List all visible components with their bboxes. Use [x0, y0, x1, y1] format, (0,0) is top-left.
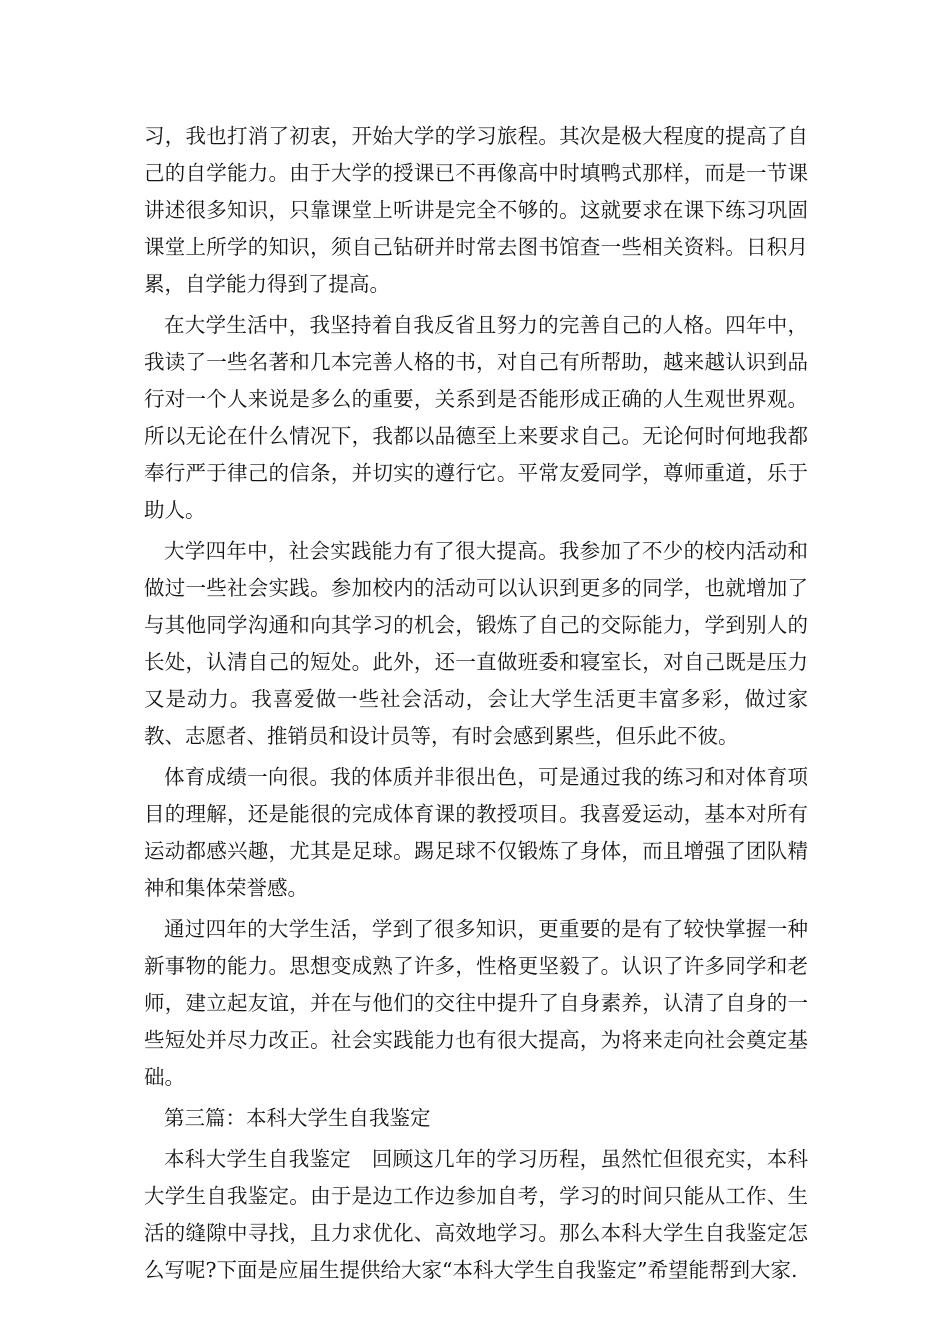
paragraph-personality: 在大学生活中，我坚持着自我反省且努力的完善自己的人格。四年中，我读了一些名著和几本完善人格的书，对自己有所帮助，越来越认识到品行对一个人来说是多么的重要，关系到是否能形成正确的人生观世界观。所以无论在什么情况下，我都以品德至上来要求自己。无论何时何地我都奉行严于律己的信条，并切实的遵行它。平常友爱同学，尊师重道，乐于助人。 [144, 313, 808, 522]
paragraph-social-practice: 大学四年中，社会实践能力有了很大提高。我参加了不少的校内活动和做过一些社会实践。参加校内的活动可以认识到更多的同学，也就增加了与其他同学沟通和向其学习的机会，锻炼了自己的交际能力，学到别人的长处，认清自己的短处。此外，还一直做班委和寝室长，对自己既是压力又是动力。我喜爱做一些社会活动，会让大学生活更丰富多彩，做过家教、志愿者、推销员和设计员等，有时会感到累些，但乐此不彼。 [144, 539, 808, 748]
document-body [144, 118, 808, 1293]
section-heading: 第三篇：本科大学生自我鉴定 [164, 1106, 431, 1130]
paragraph-summary: 通过四年的大学生活，学到了很多知识，更重要的是有了较快掌握一种新事物的能力。思想变成熟了许多，性格更坚毅了。认识了许多同学和老师，建立起友谊，并在与他们的交往中提升了自身素养，认清了自身的一些短处并尽力改正。社会实践能力也有很大提高，为将来走向社会奠定基础。 [144, 917, 808, 1089]
paragraph-continuation: 习，我也打消了初衷，开始大学的学习旅程。其次是极大程度的提高了自己的自学能力。由于大学的授课已不再像高中时填鸭式那样，而是一节课讲述很多知识，只靠课堂上听讲是完全不够的。这就要求在课下练习巩固课堂上所学的知识，须自己钻研并时常去图书馆查一些相关资料。日积月累，自学能力得到了提高。 [144, 124, 808, 296]
paragraph-section-intro: 本科大学生自我鉴定 回顾这几年的学习历程，虽然忙但很充实，本科大学生自我鉴定。由于是边工作边参加自考，学习的时间只能从工作、生活的缝隙中寻找，且力求优化、高效地学习。那么本科大学生自我鉴定怎么写呢?下面是应届生提供给大家“本科大学生自我鉴定”希望能帮到大家. [144, 1147, 808, 1282]
paragraph-sports: 体育成绩一向很。我的体质并非很出色，可是通过我的练习和对体育项目的理解，还是能很的完成体育课的教授项目。我喜爱运动，基本对所有运动都感兴趣，尤其是足球。踢足球不仅锻炼了身体，而且增强了团队精神和集体荣誉感。 [144, 765, 808, 900]
